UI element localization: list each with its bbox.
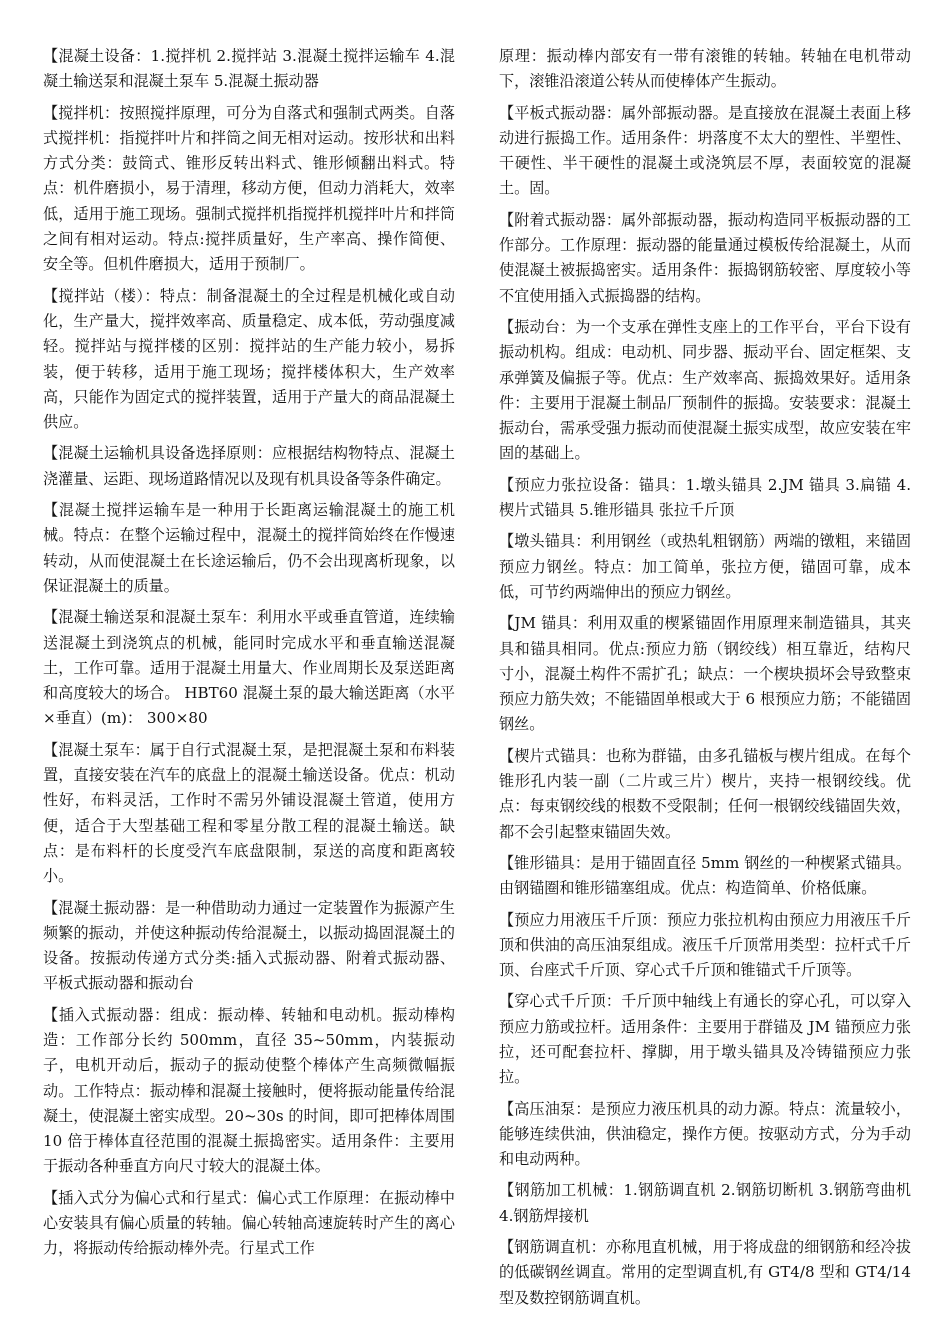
paragraph-rebar-straightener: 【钢筋调直机：亦称甩直机械，用于将成盘的细钢筋和经冷拔的低碳钢丝调直。常用的定型调直机,有 GT4/8 型和 GT4/14 型及数控钢筋调直机。 — [499, 1238, 911, 1307]
paragraph-planetary-continued: 原理：振动棒内部安有一带有滚锥的转轴。转轴在电机带动下，滚锥沿滚道公转从而使棒体产生振动。 — [499, 47, 911, 91]
left-column — [43, 44, 455, 1314]
paragraph-rebar-machinery: 【钢筋加工机械：1.钢筋调直机 2.钢筋切断机 3.钢筋弯曲机 4.钢筋焊接机 — [499, 1181, 911, 1225]
paragraph-cone-anchor: 【锥形锚具：是用于锚固直径 5mm 钢丝的一种楔紧式锚具。由钢锚圈和锥形锚塞组成。优点：构造简单、价格低廉。 — [499, 853, 911, 898]
paragraph-jm-anchor: 【JM 锚具：利用双重的楔紧锚固作用原理来制造锚具，其夹具和锚具相同。优点:预应力筋（钢绞线）相互靠近，结构尺寸小，混凝土构件不需扩孔；缺点：一个楔块损坏会导致整束预应力筋失效；不能锚固单根或大于 6 根预应力筋；不能锚固钢丝。 — [499, 614, 911, 734]
right-column — [499, 44, 911, 1314]
paragraph-transport-selection: 【混凝土运输机具设备选择原则：应根据结构物特点、混凝土浇灌量、运距、现场道路情况以及现有机具设备等条件确定。 — [43, 444, 455, 488]
paragraph-mixer-truck: 【混凝土搅拌运输车是一种用于长距离运输混凝土的施工机械。特点：在整个运输过程中，混凝土的搅拌筒始终在作慢速转动，从而使混凝土在长途运输后，仍不会出现离析现象，以保证混凝土的质量。 — [43, 501, 455, 595]
paragraph-mixing-station: 【搅拌站（楼）：特点：制备混凝土的全过程是机械化或自动化，生产量大，搅拌效率高、质量稳定、成本低，劳动强度减轻。搅拌站与搅拌楼的区别：搅拌站的生产能力较小，易拆装，便于转移，适用于施工现场；搅拌楼体积大，生产效率高，只能作为固定式的搅拌装置，适用于产量大的商品混凝土供应。 — [43, 286, 455, 432]
paragraph-pump-truck: 【混凝土泵车：属于自行式混凝土泵，是把混凝土泵和布料装置，直接安装在汽车的底盘上的混凝土输送设备。优点：机动性好，布料灵活，工作时不需另外铺设混凝土管道，使用方便，适合于大型基础工程和零星分散工程的混凝土输送。缺点：是布料杆的长度受汽车底盘限制，泵送的高度和距离较小。 — [43, 740, 455, 886]
paragraph-wedge-anchor: 【楔片式锚具：也称为群锚，由多孔锚板与楔片组成。在每个锥形孔内装一副（二片或三片）楔片，夹持一根钢绞线。优点：每束钢绞线的根数不受限制；任何一根钢绞线锚固失效，都不会引起整束锚固失效。 — [499, 746, 911, 841]
paragraph-prestress-equipment: 【预应力张拉设备：锚具：1.墩头锚具 2.JM 锚具 3.扁锚 4.楔片式锚具 5.锥形锚具 张拉千斤顶 — [499, 475, 911, 520]
paragraph-concrete-equipment: 【混凝土设备：1.搅拌机 2.搅拌站 3.混凝土搅拌运输车 4.混凝土输送泵和混凝土泵车 5.混凝土振动器 — [43, 47, 455, 91]
paragraph-hollow-jack: 【穿心式千斤顶：千斤顶中轴线上有通长的穿心孔，可以穿入预应力筋或拉杆。适用条件：主要用于群锚及 JM 锚预应力张拉，还可配套拉杆、撑脚，用于墩头锚具及冷铸锚预应力张拉。 — [499, 992, 911, 1087]
paragraph-button-head-anchor: 【墩头锚具：利用钢丝（或热轧粗钢筋）两端的镦粗，来锚固预应力钢丝。特点：加工简单，张拉方便，锚固可靠，成本低，可节约两端伸出的预应力钢丝。 — [499, 532, 911, 601]
paragraph-mixer: 【搅拌机：按照搅拌原理，可分为自落式和强制式两类。自落式搅拌机：指搅拌叶片和拌筒之间无相对运动。按形状和出料方式分类：鼓筒式、锥形反转出料式、锥形倾翻出料式。特点：机件磨损小，易于清理，移动方便，但动力消耗大，效率低，适用于施工现场。强制式搅拌机指搅拌机搅拌叶片和拌筒之间有相对运动。特点:搅拌质量好，生产率高、操作简便、安全等。但机件磨损大，适用于预制厂。 — [43, 103, 455, 274]
paragraph-attached-vibrator: 【附着式振动器：属外部振动器，振动构造同平板振动器的工作部分。工作原理：振动器的能量通过模板传给混凝土，从而使混凝土被振捣密实。适用条件：振捣钢筋较密、厚度较小等不宜使用插入式振捣器的结构。 — [499, 210, 911, 305]
paragraph-high-pressure-pump: 【高压油泵：是预应力液压机具的动力源。特点：流量较小，能够连续供油，供油稳定，操作方便。按驱动方式，分为手动和电动两种。 — [499, 1099, 911, 1169]
paragraph-plate-vibrator: 【平板式振动器：属外部振动器。是直接放在混凝土表面上移动进行振捣工作。适用条件：坍落度不太大的塑性、半塑性、干硬性、半干硬性的混凝土或浇筑层不厚，表面较宽的混凝土。固。 — [499, 103, 911, 198]
paragraph-vibrating-table: 【振动台：为一个支承在弹性支座上的工作平台，平台下设有振动机构。组成：电动机、同步器、振动平台、固定框架、支承弹簧及偏振子等。优点：生产效率高、振捣效果好。适用条件：主要用于混凝土制品厂预制件的振捣。安装要求：混凝土振动台，需承受强力振动而使混凝土振实成型，故应安装在牢固的基础上。 — [499, 317, 911, 463]
document-page — [43, 44, 911, 1314]
paragraph-concrete-pump: 【混凝土输送泵和混凝土泵车：利用水平或垂直管道，连续输送混凝土到浇筑点的机械，能同时完成水平和垂直输送混凝土，工作可靠。适用于混凝土用量大、作业周期长及泵送距离和高度较大的场合。 HBT60 混凝土泵的最大输送距离（水平×垂直）(m)： 300×80 — [43, 608, 455, 728]
paragraph-vibrator: 【混凝土振动器：是一种借助动力通过一定装置作为振源产生频繁的振动，并使这种振动传给混凝土，以振动捣固混凝土的设备。按振动传递方式分类:插入式振动器、附着式振动器、平板式振动器和振动台 — [43, 898, 455, 993]
paragraph-immersion-vibrator: 【插入式振动器：组成：振动棒、转轴和电动机。振动棒构造：工作部分长约 500mm，直径 35~50mm，内装振动子，电机开动后，振动子的振动使整个棒体产生高频微幅振动。工作特点：振动棒和混凝土接触时，便将振动能量传给混凝土，使混凝土密实成型。20~30s 的时间，即可把棒体周围 10 倍于棒体直径范围的混凝土振捣密实。适用条件：主要用于振动各种垂直方向尺寸较大的混凝土体。 — [43, 1005, 455, 1176]
paragraph-eccentric-planetary: 【插入式分为偏心式和行星式：偏心式工作原理：在振动棒中心安装具有偏心质量的转轴。偏心转轴高速旋转时产生的离心力，将振动传给振动棒外壳。行星式工作 — [43, 1188, 455, 1258]
paragraph-hydraulic-jack: 【预应力用液压千斤顶：预应力张拉机构由预应力用液压千斤顶和供油的高压油泵组成。液压千斤顶常用类型：拉杆式千斤顶、台座式千斤顶、穿心式千斤顶和锥锚式千斤顶等。 — [499, 910, 911, 980]
